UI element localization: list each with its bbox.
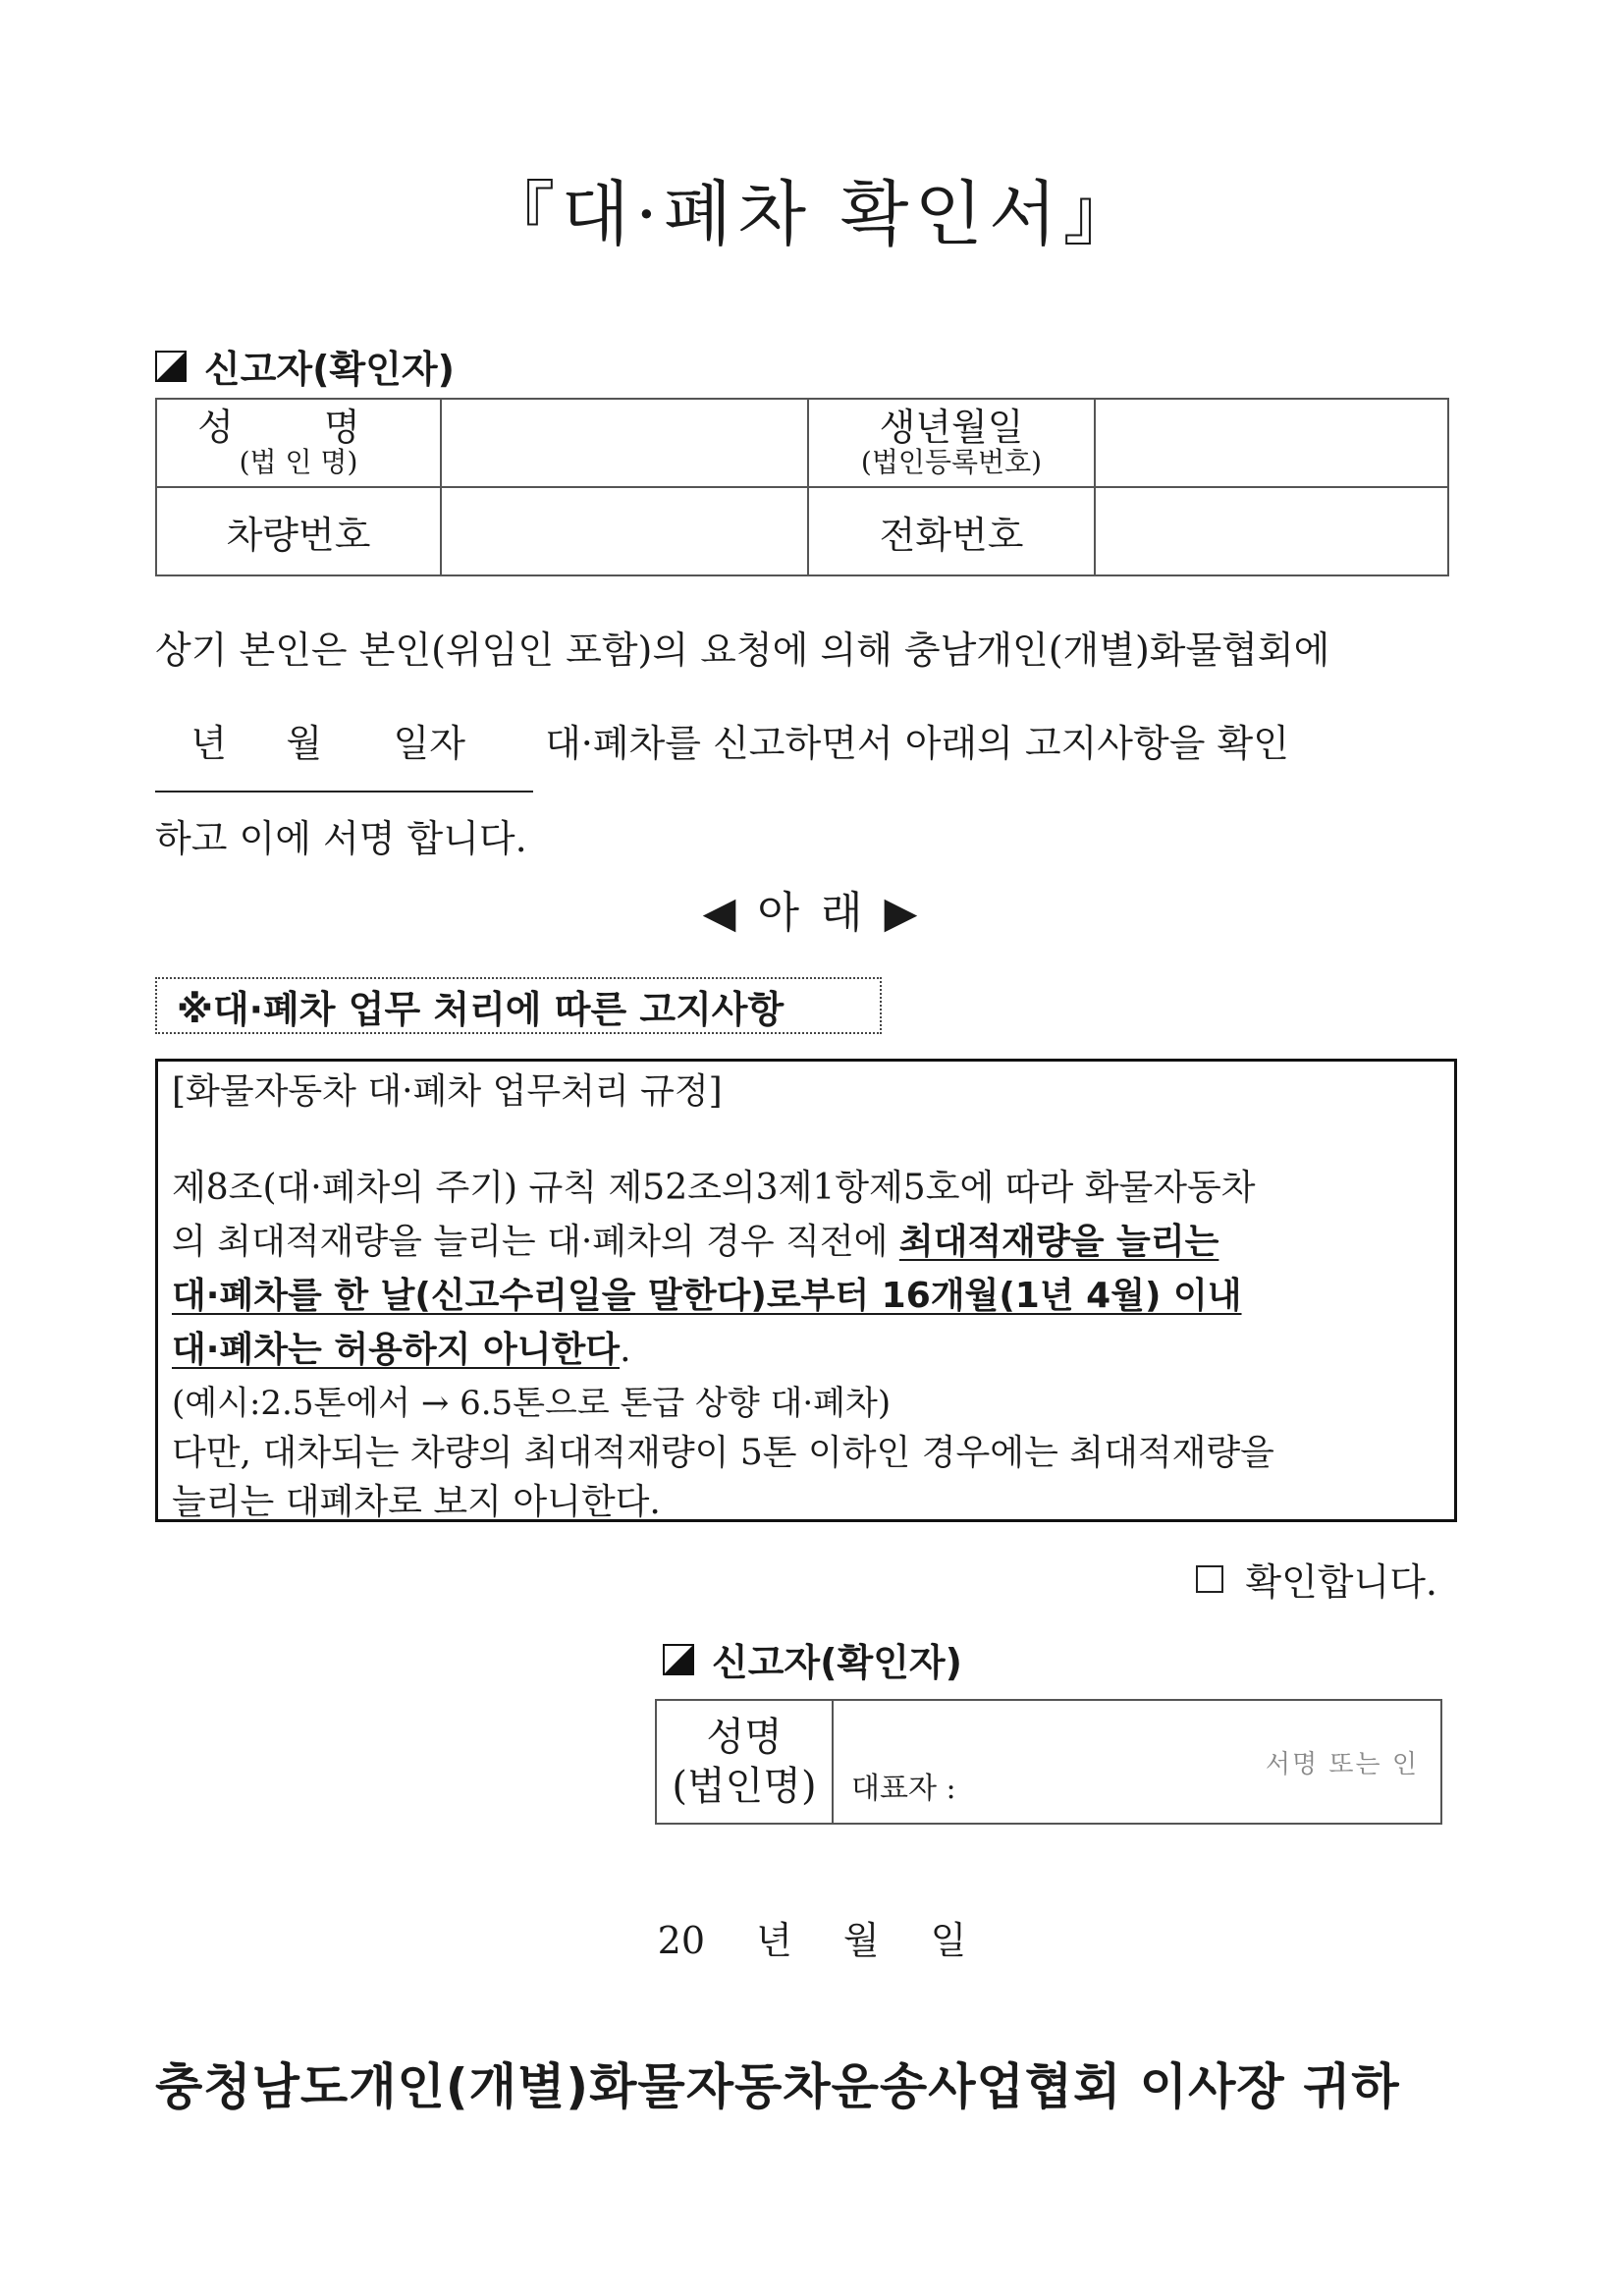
below-marker: ◀ 아 래 ▶ [702,888,922,938]
name-label: 성 명 [197,406,400,450]
phone-input-cell[interactable] [1095,487,1448,575]
name-input-cell[interactable] [441,399,808,487]
date-line: 20 년 월 일 [657,1919,967,1962]
half-filled-square-icon [155,351,187,382]
reporter-section-header [155,339,455,393]
name-label-cell [156,399,441,487]
rule-line-4-end: . [620,1330,631,1370]
rule-heading: [화물자동차 대·폐차 업무처리 규정] [172,1071,723,1112]
birth-label: 생년월일 [879,406,1024,450]
rule-line-6: 다만, 대차되는 차량의 최대적재량이 5톤 이하인 경우에는 최대적재량을 [172,1433,1274,1473]
rule-line-3: 대·폐차를 한 날(신고수리일을 말한다)로부터 16개월(1년 4월) 이내 [172,1276,1242,1316]
birth-input-cell[interactable] [1095,399,1448,487]
declaration-paragraph [155,604,1471,886]
declaration-line-2 [155,697,1471,793]
rule-line-2-plain: 의 최대적재량을 늘리는 대·폐차의 경우 직전에 [172,1222,899,1262]
section-header-text: 신고자(확인자) [204,348,455,391]
phone-label: 전화번호 [808,487,1095,575]
rule-line-1: 제8조(대·폐차의 주기) 규칙 제52조의3제1항제5호에 따라 화물자동차 [172,1168,1256,1208]
signature-or-seal-hint: 서명 또는 인 [1265,1750,1419,1779]
rule-line-4-bold: 대·폐차는 허용하지 아니한다 [172,1330,621,1370]
confirm-text: 확인합니다. [1245,1560,1437,1604]
rule-line-2-bold: 최대적재량을 늘리는 [898,1222,1219,1262]
document-title: 『대·폐차 확인서』 [484,173,1140,255]
signature-label-1: 성명 [706,1715,783,1760]
declaration-line-3: 하고 이에 서명 합니다. [155,817,527,860]
reporter-info-table [155,398,1449,576]
birth-label-cell [808,399,1095,487]
half-filled-square-icon [663,1644,694,1675]
signature-header-text: 신고자(확인자) [712,1641,962,1684]
name-sub-label: (법 인 명) [239,446,358,479]
representative-label: 대표자 : [851,1772,956,1806]
birth-sub-label: (법인등록번호) [860,446,1043,479]
confirm-checkbox[interactable] [1196,1565,1223,1593]
date-blank-field[interactable]: 년 월 일자 [155,697,533,793]
rule-line-4 [172,1322,631,1372]
vehicle-label: 차량번호 [156,487,441,575]
declaration-line-1: 상기 본인은 본인(위임인 포함)의 요청에 의해 충남개인(개별)화물협회에 [155,629,1330,672]
signature-label-2: (법인명) [672,1764,817,1809]
rule-line-7: 늘리는 대폐차로 보지 아니한다. [172,1482,661,1522]
signature-section-header [663,1632,962,1686]
notice-label: ※대·폐차 업무 처리에 따른 고지사항 [155,977,882,1034]
rule-line-5: (예시:2.5톤에서 → 6.5톤으로 톤급 상향 대·폐차) [172,1384,892,1423]
rule-line-2 [172,1214,1218,1264]
signature-label-cell [656,1700,833,1824]
declaration-line-2-rest: 대·폐차를 신고하면서 아래의 고지사항을 확인 [533,722,1289,765]
rule-box [155,1059,1457,1522]
recipient-footer: 충청남도개인(개별)화물자동차운송사업협회 이사장 귀하 [155,2058,1400,2115]
signature-field[interactable] [833,1700,1441,1824]
vehicle-input-cell[interactable] [441,487,808,575]
signature-table [655,1699,1442,1825]
confirm-row [1196,1552,1437,1606]
